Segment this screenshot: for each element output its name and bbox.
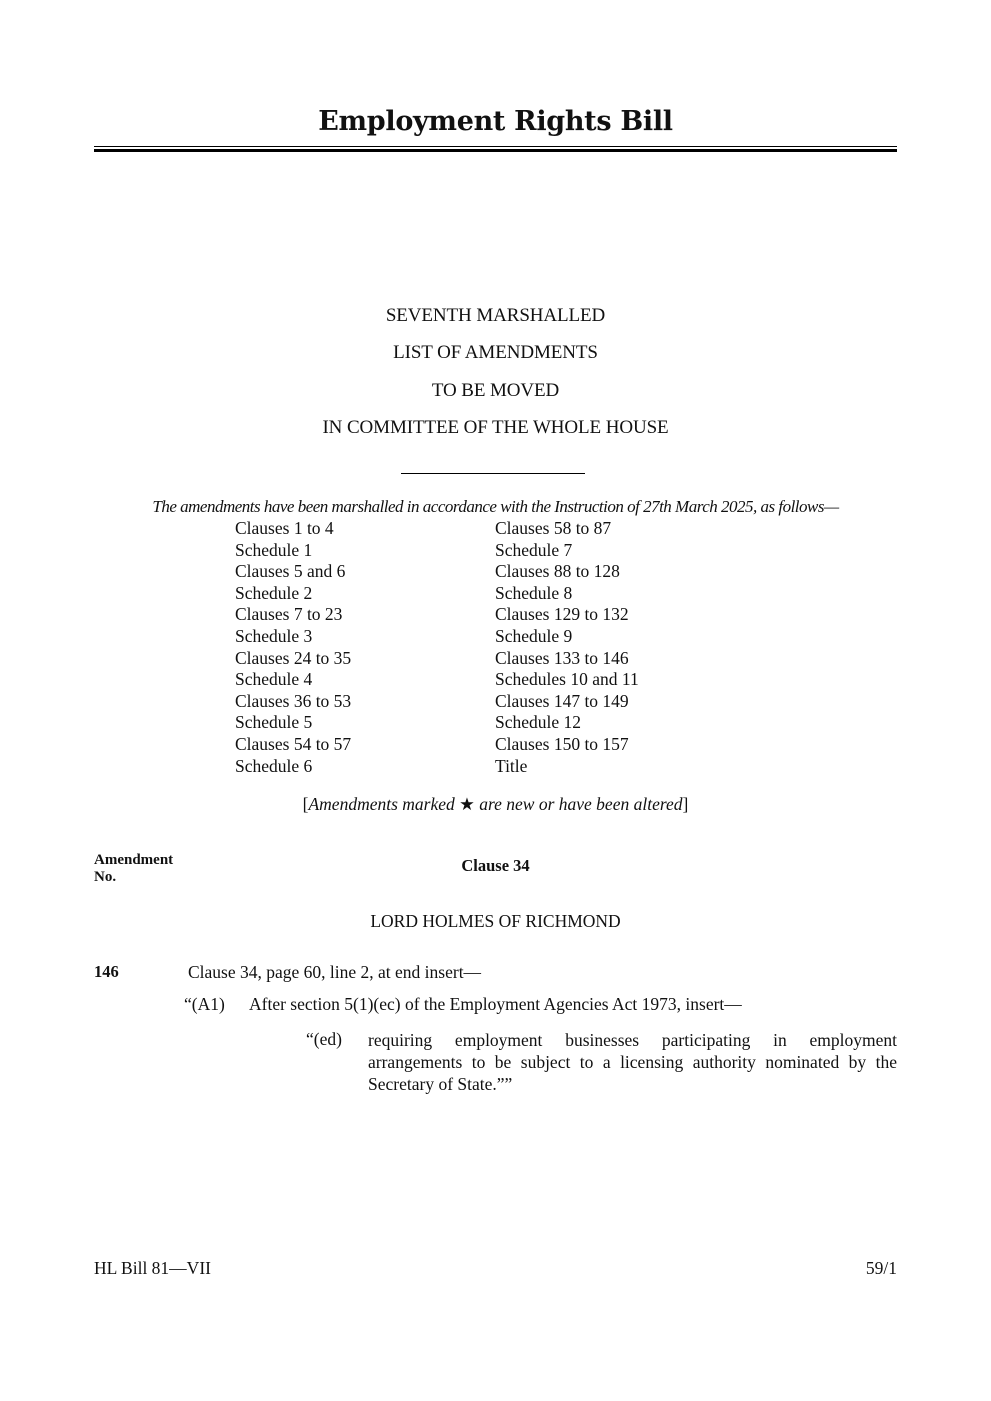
paragraph-label: “(ed) — [306, 1029, 342, 1049]
title-rule-thick — [94, 149, 897, 152]
order-item: Clauses 58 to 87 — [495, 518, 612, 538]
marshalling-order-left — [235, 518, 351, 777]
order-item: Schedule 2 — [235, 582, 313, 603]
order-item: Clauses 24 to 35 — [235, 647, 352, 668]
heading-line-1: SEVENTH MARSHALLED — [385, 305, 606, 326]
note-open-bracket: [ — [302, 794, 309, 814]
order-item: Clauses 36 to 53 — [235, 690, 352, 711]
clause-heading: Clause 34 — [461, 856, 530, 875]
order-item: Schedule 7 — [495, 539, 573, 560]
paragraph-text: requiring employment businesses participating in employment arrangements to be subject to a licensing authority nominated by the Secretary of State.”” — [368, 1030, 897, 1094]
order-item: Clauses 5 and 6 — [235, 561, 346, 582]
amendment-number: 146 — [94, 962, 119, 981]
label-line-2: No. — [94, 869, 117, 885]
order-item: Clauses 147 to 149 — [495, 690, 629, 711]
order-item: Clauses 150 to 157 — [495, 733, 629, 754]
marshalling-order-right — [495, 518, 639, 777]
order-item: Clauses 133 to 146 — [495, 647, 629, 668]
label-line-1: Amendment — [94, 852, 174, 868]
altered-amendments-note — [0, 794, 991, 815]
order-item: Schedule 12 — [495, 712, 582, 733]
title-rule-thin — [94, 146, 897, 147]
note-text-after: are new or have been altered — [474, 794, 683, 814]
subsection-label: “(A1) — [184, 994, 225, 1014]
order-item: Clauses 129 to 132 — [495, 604, 629, 625]
order-item: Clauses 54 to 57 — [235, 733, 352, 754]
order-item: Schedule 1 — [235, 539, 313, 560]
amendment-mover: LORD HOLMES OF RICHMOND — [370, 911, 621, 931]
heading-line-3: TO BE MOVED — [431, 380, 560, 401]
heading-line-2: LIST OF AMENDMENTS — [393, 342, 598, 363]
subsection-text: After section 5(1)(ec) of the Employment Agencies Act 1973, insert— — [249, 994, 742, 1014]
order-item: Schedule 8 — [495, 582, 573, 603]
footer-bill-reference: HL Bill 81—VII — [94, 1258, 211, 1278]
order-item: Clauses 88 to 128 — [495, 561, 620, 582]
marshalling-intro: The amendments have been marshalled in accordance with the Instruction of 27th March 2025, as follows— — [152, 497, 839, 516]
star-icon: ★ — [459, 794, 475, 814]
note-text-before: Amendments marked — [308, 794, 460, 814]
order-item: Schedule 4 — [235, 669, 313, 690]
note-close-bracket: ] — [682, 794, 689, 814]
order-item: Clauses 7 to 23 — [235, 604, 343, 625]
document-title: Employment Rights Bill — [318, 106, 673, 137]
footer-page-reference: 59/1 — [865, 1258, 897, 1278]
order-item: Schedule 5 — [235, 712, 313, 733]
heading-line-4: IN COMMITTEE OF THE WHOLE HOUSE — [322, 417, 669, 438]
order-item: Title — [495, 755, 528, 776]
section-divider — [401, 473, 585, 474]
order-item: Schedule 3 — [235, 625, 313, 646]
order-item: Schedule 9 — [495, 625, 573, 646]
order-item: Schedules 10 and 11 — [495, 669, 639, 690]
order-item: Schedule 6 — [235, 755, 313, 776]
order-item: Clauses 1 to 4 — [235, 518, 334, 538]
amendment-instruction: Clause 34, page 60, line 2, at end insert— — [188, 962, 482, 982]
